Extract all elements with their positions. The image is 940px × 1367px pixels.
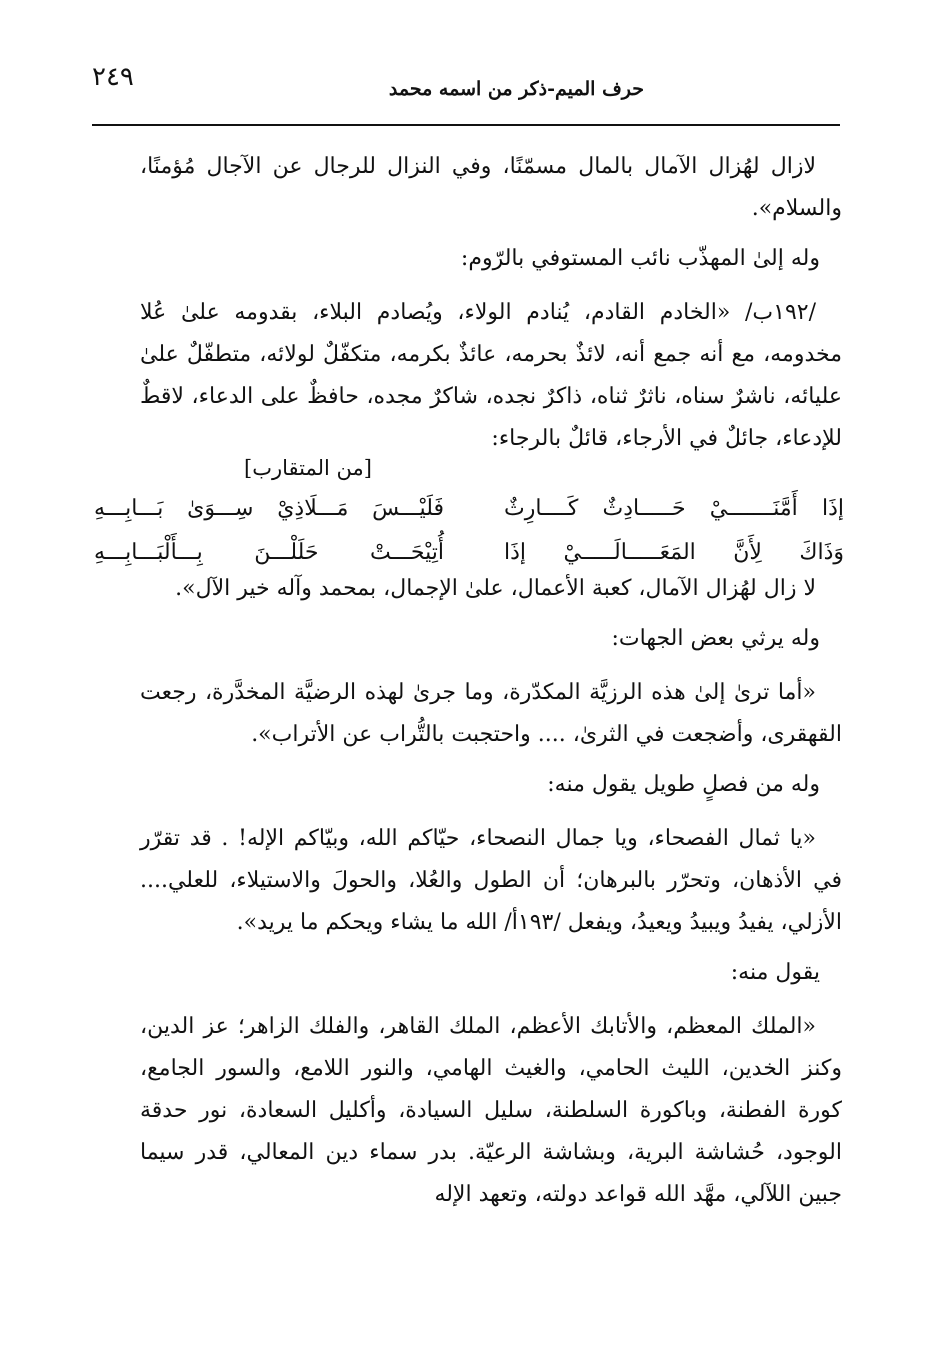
verse-line — [94, 496, 844, 536]
section-intro: يقول منه: — [730, 960, 820, 985]
section-intro: وله من فصلٍ طويل يقول منه: — [547, 772, 820, 797]
section-intro: وله يرثي بعض الجهات: — [611, 626, 820, 651]
verse-first-hemistich: وَذَاكَ لِأَنَّ المَعَـــــالَـــــيْ إذَا — [504, 540, 844, 565]
paragraph: لازال لهُزال الآمال بالمال مسمّنًا، وفي النزال للرجال عن الآجال مُؤمنًا، والسلام». — [140, 154, 842, 221]
verse-first-hemistich: إذَا أَمَّنَـــــــيْ حَـــــادِثٌ كَــــارِثٌ — [504, 496, 844, 521]
page-header — [92, 56, 840, 126]
running-title: حرف الميم-ذكر من اسمه محمد — [388, 78, 644, 100]
paragraph: /١٩٢ب/ «الخادم القادم، يُنادم الولاء، ويُصادم البلاء، بقدومه علىٰ عُلا مخدومه، مع أنه جمع أنه، لائذٌ بحرمه، عائذٌ بكرمه، متكفّلٌ لولائه، متطفّلٌ علىٰ عليائه، ناشرٌ سناه، ناثرٌ ثناه، ذاكرٌ نجده، شاكرٌ مجده، حافظٌ على الدعاء، لاقطٌ للإدعاء، جائلٌ في الأرجاء، قائلٌ بالرجاء: — [140, 300, 842, 451]
verse-line — [94, 540, 844, 580]
paragraph: لا زال لهُزال الآمال، كعبة الأعمال، علىٰ الإجمال، بمحمد وآله خير الآل». — [175, 576, 816, 601]
paragraph: «يا ثمال الفصحاء، ويا جمال النصحاء، حيّاكم الله، وبيّاكم الإله! . قد تقرّر في الأذهان، وتحرّر بالبرهان؛ أن الطول والعُلا، والحولَ والاستيلاء، للعلي.... الأزلي، يفيدُ ويبيدُ ويعيدُ، ويفعل /١٩٣أ/ الله ما يشاء ويحكم ما يريد». — [140, 826, 842, 935]
verse-second-hemistich: أُتِيْحَـــتْ حَلَلْـــنَ بِـــأَلْبَـــابِـــهِ — [94, 540, 444, 565]
page-body — [140, 146, 842, 1224]
verse-second-hemistich: فَلَيْـــسَ مَـــلَاذِيْ سِـــوَىٰ بَـــابِـــهِ — [94, 496, 444, 521]
paragraph: «الملك المعظم، والأتابك الأعظم، الملك القاهر، والفلك الزاهر؛ عز الدين، وكنز الخدين، الليث الحامي، والغيث الهامي، والنور اللامع، والسور الجامع، كورة الفطنة، وباكورة السلطنة، سليل السيادة، وأكليل السعادة، نور حدقة الوجود، حُشاشة البرية، وبشاشة الرعيّة. بدر سماء دين المعالي، قدر سيما جبين اللآلي، مهَّد الله قواعد دولته، وتعهد الإله — [140, 1014, 842, 1207]
paragraph: «أما ترىٰ إلىٰ هذه الرزيَّة المكدّرة، وما جرىٰ لهذه الرضيَّة المخدَّرة، رجعت القهقرى، وأضجعت في الثرىٰ، .... واحتجبت بالتُّراب عن الأتراب». — [140, 680, 842, 747]
section-intro: وله إلىٰ المهذّب نائب المستوفي بالرّوم: — [460, 246, 820, 271]
page-number: ٢٤٩ — [92, 62, 134, 92]
poetic-meter-label: [من المتقارب] — [244, 456, 372, 480]
